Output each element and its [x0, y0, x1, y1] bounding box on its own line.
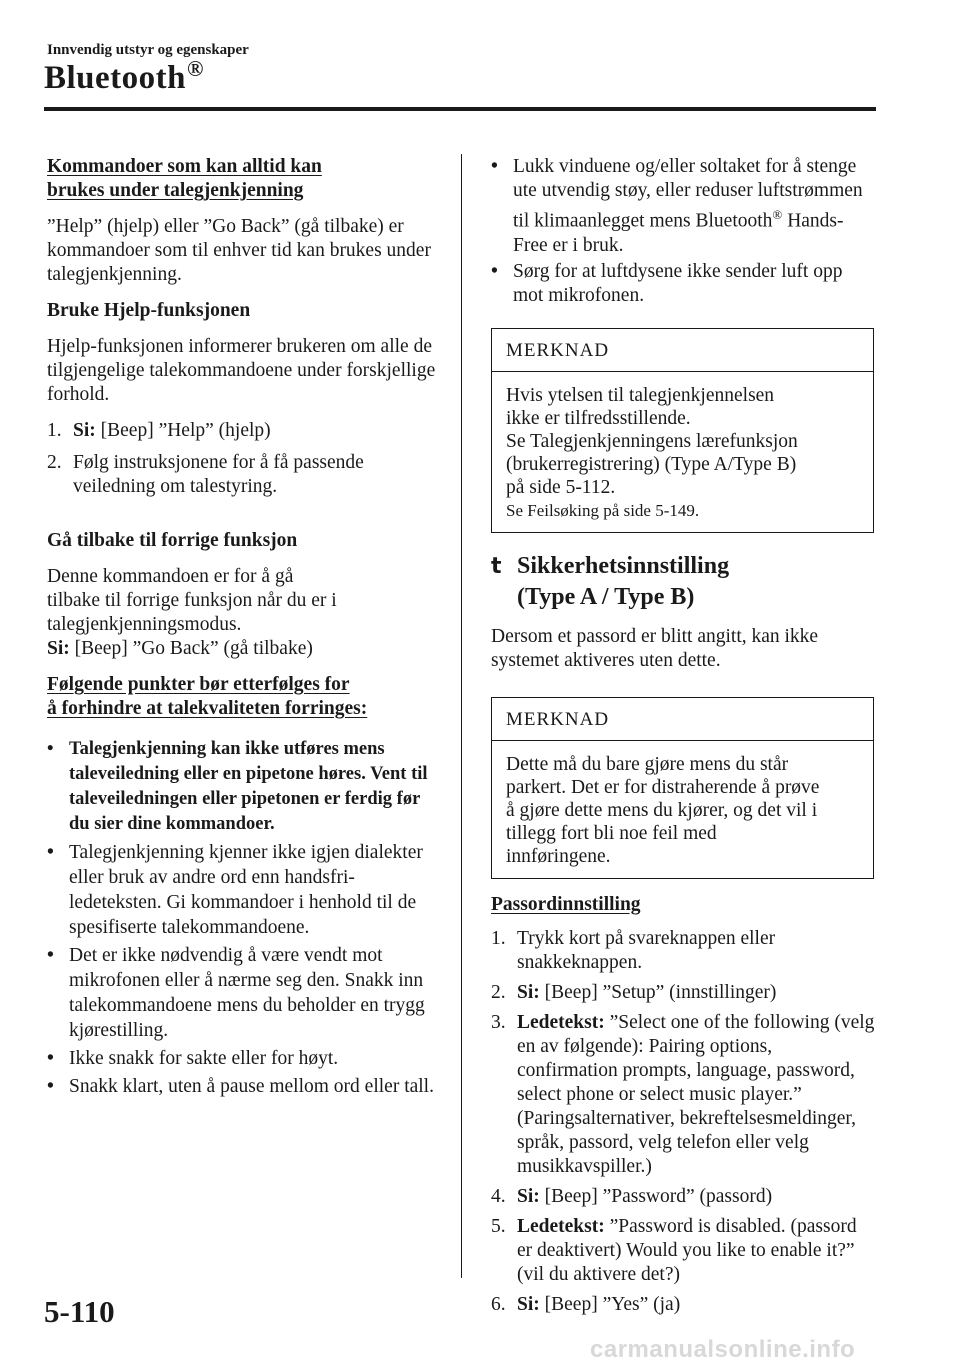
step-text: [Beep] ”Setup” (innstillinger): [539, 981, 777, 1003]
note-body: Dette må du bare gjøre mens du står parkert. Det er for distraherende å prøve å gjøre dette mens du kjører, og det vil i tillegg fort bli noe feil med innføringene.: [506, 753, 820, 867]
note-line: Hvis ytelsen til talegjenkjennelsen: [506, 384, 775, 406]
watermark: carmanualsonline.info: [590, 1336, 856, 1363]
right-column: [491, 155, 876, 1317]
list-item: [491, 1011, 876, 1179]
quality-bullets: [47, 737, 439, 1099]
step-label: Si:: [73, 420, 96, 441]
security-paragraph: Dersom et passord er blitt angitt, kan ikke systemet aktiveres uten dette.: [491, 625, 819, 671]
step-number: 1.: [47, 420, 62, 441]
registered-mark: ®: [772, 207, 783, 222]
help-steps: [47, 419, 439, 499]
list-item: [47, 1046, 439, 1071]
step-label: Ledetekst:: [517, 1215, 605, 1237]
step-label: Si:: [517, 1185, 540, 1207]
heading-line: Følgende punkter bør etterfølges for: [47, 674, 350, 695]
note-title: MERKNAD: [492, 698, 873, 741]
list-item: [491, 927, 876, 975]
section-label: Innvendig utstyr og egenskaper: [47, 42, 249, 58]
heading-password-setting: Passordinnstilling: [491, 893, 641, 915]
intro-paragraph: ”Help” (hjelp) eller ”Go Back” (gå tilbake) er kommandoer som til enhver tid kan brukes under talegjenkjenning.: [47, 216, 431, 285]
heading-line: å forhindre at talekvaliteten forringes:: [47, 698, 368, 719]
go-back-say: [47, 637, 439, 661]
step-number: 3.: [491, 1011, 506, 1033]
step-number: 5.: [491, 1215, 506, 1237]
password-steps: [491, 927, 876, 1317]
note-box: [491, 697, 874, 879]
heading-line: Kommandoer som kan alltid kan: [47, 156, 322, 177]
section-title-line: (Type A / Type B): [517, 583, 695, 610]
list-item: [491, 1215, 876, 1287]
step-text: [Beep] ”Help” (hjelp): [95, 420, 271, 441]
section-marker-icon: t: [491, 553, 502, 579]
heading-always-commands: [47, 155, 439, 203]
registered-mark: ®: [187, 56, 204, 81]
list-item: [47, 419, 439, 443]
bullet-text: Talegjenkjenning kjenner ikke igjen dialekter eller bruk av andre ord enn handsfri-ledeteksten. Gi kommandoer i henhold til de spesifiserte talekommandoene.: [69, 842, 423, 938]
bullet-text: Det er ikke nødvendig å være vendt mot mikrofonen eller å nærme seg den. Snakk inn talekommandoene mens du beholder en trygg kjørestilling.: [69, 945, 425, 1041]
note-box: [491, 328, 874, 533]
step-text: Trykk kort på svareknappen eller snakkeknappen.: [517, 927, 776, 973]
step-text: ”Password is disabled. (passord er deaktivert) Would you like to enable it?” (vil du aktivere det?): [517, 1215, 857, 1285]
note-body: [492, 372, 873, 532]
list-item: [491, 260, 876, 308]
step-number: 6.: [491, 1293, 506, 1315]
section-heading-security: [491, 551, 876, 613]
note-title: MERKNAD: [492, 329, 873, 372]
section-title-line: Sikkerhetsinnstilling: [517, 552, 730, 579]
bullet: •: [47, 1048, 54, 1069]
bullet: •: [47, 842, 54, 863]
heading-quality-tips: [47, 673, 439, 721]
bullet-text: Ikke snakk for sakte eller for høyt.: [69, 1048, 339, 1069]
go-back-paragraph: Denne kommandoen er for å gå tilbake til forrige funksjon når du er i talegjenkjenningsmodus.: [47, 566, 337, 635]
step-number: 1.: [491, 927, 506, 949]
subheading-help: Bruke Hjelp-funksjonen: [47, 300, 251, 321]
bullet: •: [47, 739, 54, 759]
step-number: 2.: [491, 981, 506, 1003]
list-item: [491, 1185, 876, 1209]
bullet-text: Sørg for at luftdysene ikke sender luft opp mot mikrofonen.: [513, 260, 843, 306]
noise-bullets: [491, 155, 876, 308]
list-item: [47, 1074, 439, 1099]
step-text: [Beep] ”Yes” (ja): [539, 1293, 681, 1315]
note-line: Se Talegjenkjenningens lærefunksjon: [506, 430, 798, 452]
note-line: (brukerregistrering) (Type A/Type B): [506, 453, 797, 475]
left-column: [47, 155, 439, 1099]
list-item: [47, 451, 439, 499]
step-label: Si:: [517, 981, 540, 1003]
note-line: Se Feilsøking på side 5-149.: [506, 500, 700, 520]
bullet: •: [491, 260, 498, 282]
say-text: [Beep] ”Go Back” (gå tilbake): [69, 638, 313, 659]
help-paragraph: Hjelp-funksjonen informerer brukeren om alle de tilgjengelige talekommandoene under forskjellige forhold.: [47, 336, 436, 405]
bullet: •: [47, 1076, 54, 1097]
page-number: 5-110: [44, 1294, 115, 1329]
bullet: •: [47, 945, 54, 966]
list-item: [491, 1293, 876, 1317]
list-item: [47, 737, 439, 837]
note-line: ikke er tilfredsstillende.: [506, 407, 691, 429]
step-number: 2.: [47, 452, 62, 473]
chapter-title-text: Bluetooth: [44, 60, 187, 96]
bullet: •: [491, 156, 498, 177]
list-item: [491, 981, 876, 1005]
step-text: ”Select one of the following (velg en av følgende): Pairing options, confirmation prompts, language, password, select phone or select music player.” (Paringsalternativer, bekreftelsesmeldinger, språk, passord, velg telefon eller velg musikkavspiller.): [517, 1011, 875, 1177]
list-item: [47, 840, 439, 940]
header-rule: [44, 107, 876, 111]
heading-line: brukes under talegjenkjenning: [47, 180, 304, 201]
bullet-text: Hands-Free er i bruk.: [513, 210, 844, 256]
chapter-title: [44, 56, 204, 97]
list-item: [47, 943, 439, 1043]
bullet-text: Lukk vinduene og/eller soltaket for å stenge ute utvendig støy, eller reduser luftstrømmen til klimaanlegget mens Bluetooth: [513, 156, 863, 232]
bullet-text: Snakk klart, uten å pause mellom ord eller tall.: [69, 1076, 434, 1097]
column-divider: [461, 154, 462, 1278]
note-line: på side 5-112.: [506, 476, 616, 498]
step-number: 4.: [491, 1185, 506, 1207]
say-label: Si:: [47, 638, 70, 659]
step-text: Følg instruksjonene for å få passende veiledning om talestyring.: [73, 452, 364, 497]
subheading-go-back: Gå tilbake til forrige funksjon: [47, 530, 298, 551]
step-label: Si:: [517, 1293, 540, 1315]
bullet-text: Talegjenkjenning kan ikke utføres mens taleveiledning eller en pipetone høres. Vent til taleveiledningen eller pipetonen er ferdig før du sier dine kommandoer.: [69, 739, 428, 834]
list-item: [491, 155, 876, 258]
step-text: [Beep] ”Password” (passord): [539, 1185, 773, 1207]
step-label: Ledetekst:: [517, 1011, 605, 1033]
